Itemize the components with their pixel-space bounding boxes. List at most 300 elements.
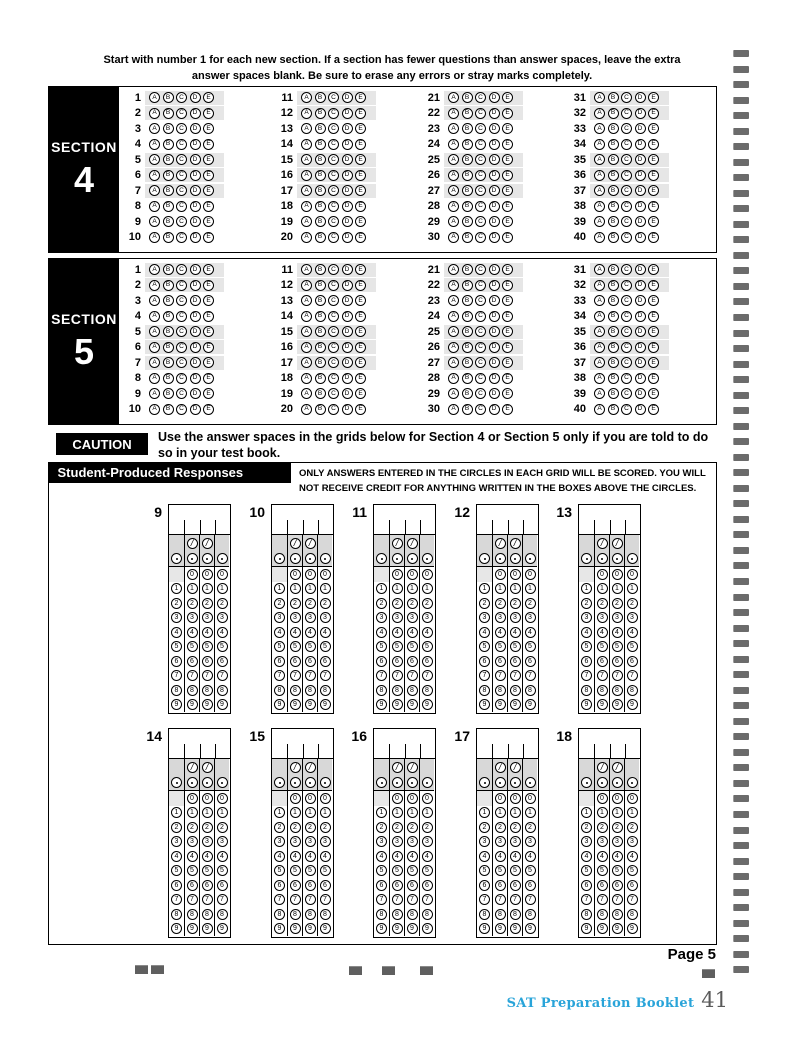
grid-bubble-4[interactable]: 4 xyxy=(171,851,182,862)
answer-bubble-C[interactable]: C xyxy=(475,139,486,150)
answer-bubble-D[interactable]: D xyxy=(635,185,646,196)
grid-bubble-9[interactable]: 9 xyxy=(495,699,506,710)
grid-bubble-9[interactable]: 9 xyxy=(510,699,521,710)
grid-bubble-4[interactable]: 4 xyxy=(202,851,213,862)
answer-bubble-D[interactable]: D xyxy=(489,357,500,368)
grid-bubble-1[interactable]: 1 xyxy=(510,807,521,818)
grid-bubble-4[interactable]: 4 xyxy=(627,627,638,638)
decimal-bubble[interactable] xyxy=(510,777,521,788)
answer-bubble-A[interactable]: A xyxy=(594,280,605,291)
grid-bubble-7[interactable]: 7 xyxy=(422,670,433,681)
decimal-bubble[interactable] xyxy=(376,777,387,788)
answer-bubble-C[interactable]: C xyxy=(176,92,187,103)
answer-bubble-D[interactable]: D xyxy=(489,92,500,103)
grid-bubble-8[interactable]: 8 xyxy=(305,909,316,920)
answer-bubble-A[interactable]: A xyxy=(149,154,160,165)
answer-bubble-B[interactable]: B xyxy=(462,108,473,119)
decimal-bubble[interactable] xyxy=(627,777,638,788)
fraction-bubble[interactable]: / xyxy=(597,762,608,773)
answer-bubble-B[interactable]: B xyxy=(315,201,326,212)
answer-bubble-B[interactable]: B xyxy=(315,295,326,306)
grid-bubble-2[interactable]: 2 xyxy=(495,822,506,833)
decimal-bubble[interactable] xyxy=(392,553,403,564)
answer-bubble-B[interactable]: B xyxy=(462,154,473,165)
answer-bubble-C[interactable]: C xyxy=(621,404,632,415)
grid-bubble-9[interactable]: 9 xyxy=(627,923,638,934)
grid-bubble-9[interactable]: 9 xyxy=(187,923,198,934)
decimal-bubble[interactable] xyxy=(495,553,506,564)
answer-bubble-E[interactable]: E xyxy=(355,170,366,181)
grid-bubble-6[interactable]: 6 xyxy=(510,656,521,667)
answer-bubble-C[interactable]: C xyxy=(621,264,632,275)
grid-bubble-4[interactable]: 4 xyxy=(525,627,536,638)
grid-bubble-8[interactable]: 8 xyxy=(217,909,228,920)
grid-bubble-1[interactable]: 1 xyxy=(597,807,608,818)
grid-bubble-3[interactable]: 3 xyxy=(612,836,623,847)
answer-bubble-D[interactable]: D xyxy=(489,123,500,134)
grid-bubble-7[interactable]: 7 xyxy=(479,894,490,905)
grid-bubble-8[interactable]: 8 xyxy=(407,685,418,696)
grid-bubble-1[interactable]: 1 xyxy=(217,807,228,818)
grid-bubble-0[interactable]: 0 xyxy=(202,793,213,804)
grid-bubble-7[interactable]: 7 xyxy=(187,670,198,681)
answer-bubble-B[interactable]: B xyxy=(163,139,174,150)
answer-bubble-D[interactable]: D xyxy=(342,280,353,291)
answer-bubble-C[interactable]: C xyxy=(176,139,187,150)
answer-bubble-C[interactable]: C xyxy=(328,326,339,337)
answer-bubble-A[interactable]: A xyxy=(149,216,160,227)
answer-bubble-A[interactable]: A xyxy=(149,185,160,196)
answer-bubble-C[interactable]: C xyxy=(621,311,632,322)
grid-bubble-3[interactable]: 3 xyxy=(581,836,592,847)
answer-bubble-C[interactable]: C xyxy=(475,342,486,353)
answer-bubble-A[interactable]: A xyxy=(149,139,160,150)
answer-bubble-B[interactable]: B xyxy=(163,357,174,368)
grid-bubble-6[interactable]: 6 xyxy=(407,656,418,667)
fraction-bubble[interactable]: / xyxy=(510,762,521,773)
grid-bubble-5[interactable]: 5 xyxy=(217,641,228,652)
answer-bubble-B[interactable]: B xyxy=(315,170,326,181)
grid-bubble-2[interactable]: 2 xyxy=(392,822,403,833)
answer-bubble-B[interactable]: B xyxy=(608,154,619,165)
answer-bubble-C[interactable]: C xyxy=(176,201,187,212)
grid-bubble-2[interactable]: 2 xyxy=(171,598,182,609)
answer-bubble-B[interactable]: B xyxy=(608,185,619,196)
answer-bubble-A[interactable]: A xyxy=(448,388,459,399)
grid-bubble-4[interactable]: 4 xyxy=(581,851,592,862)
grid-bubble-0[interactable]: 0 xyxy=(407,793,418,804)
grid-bubble-4[interactable]: 4 xyxy=(305,627,316,638)
answer-bubble-C[interactable]: C xyxy=(176,154,187,165)
answer-bubble-C[interactable]: C xyxy=(475,373,486,384)
answer-bubble-D[interactable]: D xyxy=(190,170,201,181)
grid-bubble-2[interactable]: 2 xyxy=(479,598,490,609)
grid-bubble-5[interactable]: 5 xyxy=(320,865,331,876)
grid-bubble-2[interactable]: 2 xyxy=(187,598,198,609)
grid-bubble-3[interactable]: 3 xyxy=(171,612,182,623)
answer-bubble-C[interactable]: C xyxy=(176,264,187,275)
answer-bubble-C[interactable]: C xyxy=(475,185,486,196)
answer-bubble-E[interactable]: E xyxy=(648,154,659,165)
grid-bubble-1[interactable]: 1 xyxy=(305,583,316,594)
grid-bubble-5[interactable]: 5 xyxy=(495,865,506,876)
grid-bubble-9[interactable]: 9 xyxy=(305,699,316,710)
grid-bubble-9[interactable]: 9 xyxy=(525,923,536,934)
grid-bubble-8[interactable]: 8 xyxy=(612,685,623,696)
grid-bubble-7[interactable]: 7 xyxy=(202,894,213,905)
grid-bubble-4[interactable]: 4 xyxy=(376,627,387,638)
answer-bubble-B[interactable]: B xyxy=(163,280,174,291)
answer-bubble-A[interactable]: A xyxy=(594,264,605,275)
answer-bubble-B[interactable]: B xyxy=(462,170,473,181)
grid-bubble-7[interactable]: 7 xyxy=(217,894,228,905)
answer-bubble-D[interactable]: D xyxy=(489,388,500,399)
grid-bubble-4[interactable]: 4 xyxy=(217,627,228,638)
answer-bubble-B[interactable]: B xyxy=(462,311,473,322)
grid-bubble-4[interactable]: 4 xyxy=(376,851,387,862)
answer-bubble-A[interactable]: A xyxy=(594,342,605,353)
grid-bubble-5[interactable]: 5 xyxy=(510,865,521,876)
answer-bubble-E[interactable]: E xyxy=(203,216,214,227)
answer-bubble-A[interactable]: A xyxy=(594,404,605,415)
answer-bubble-E[interactable]: E xyxy=(203,92,214,103)
answer-bubble-D[interactable]: D xyxy=(190,185,201,196)
decimal-bubble[interactable] xyxy=(392,777,403,788)
answer-bubble-A[interactable]: A xyxy=(149,280,160,291)
answer-bubble-C[interactable]: C xyxy=(621,170,632,181)
answer-bubble-E[interactable]: E xyxy=(502,280,513,291)
grid-bubble-7[interactable]: 7 xyxy=(581,894,592,905)
decimal-bubble[interactable] xyxy=(525,553,536,564)
answer-bubble-A[interactable]: A xyxy=(301,232,312,243)
answer-bubble-B[interactable]: B xyxy=(315,280,326,291)
answer-bubble-C[interactable]: C xyxy=(621,201,632,212)
answer-bubble-E[interactable]: E xyxy=(355,108,366,119)
fraction-bubble[interactable]: / xyxy=(612,538,623,549)
answer-bubble-E[interactable]: E xyxy=(648,123,659,134)
answer-bubble-B[interactable]: B xyxy=(315,326,326,337)
grid-bubble-3[interactable]: 3 xyxy=(525,612,536,623)
answer-bubble-E[interactable]: E xyxy=(355,404,366,415)
answer-bubble-B[interactable]: B xyxy=(163,185,174,196)
answer-bubble-A[interactable]: A xyxy=(448,264,459,275)
grid-bubble-0[interactable]: 0 xyxy=(187,793,198,804)
answer-bubble-B[interactable]: B xyxy=(608,342,619,353)
answer-bubble-C[interactable]: C xyxy=(328,357,339,368)
grid-bubble-5[interactable]: 5 xyxy=(612,641,623,652)
answer-bubble-C[interactable]: C xyxy=(328,170,339,181)
grid-bubble-1[interactable]: 1 xyxy=(376,807,387,818)
answer-bubble-C[interactable]: C xyxy=(475,216,486,227)
answer-bubble-C[interactable]: C xyxy=(621,139,632,150)
answer-bubble-E[interactable]: E xyxy=(203,357,214,368)
answer-bubble-D[interactable]: D xyxy=(190,357,201,368)
grid-bubble-0[interactable]: 0 xyxy=(597,793,608,804)
grid-bubble-4[interactable]: 4 xyxy=(274,627,285,638)
answer-bubble-E[interactable]: E xyxy=(648,232,659,243)
answer-bubble-A[interactable]: A xyxy=(448,342,459,353)
grid-bubble-1[interactable]: 1 xyxy=(187,583,198,594)
answer-bubble-B[interactable]: B xyxy=(315,388,326,399)
grid-bubble-6[interactable]: 6 xyxy=(187,880,198,891)
answer-bubble-C[interactable]: C xyxy=(475,92,486,103)
answer-bubble-D[interactable]: D xyxy=(342,154,353,165)
grid-bubble-0[interactable]: 0 xyxy=(320,793,331,804)
grid-bubble-7[interactable]: 7 xyxy=(171,670,182,681)
answer-bubble-A[interactable]: A xyxy=(301,185,312,196)
grid-bubble-5[interactable]: 5 xyxy=(510,641,521,652)
grid-bubble-8[interactable]: 8 xyxy=(510,909,521,920)
grid-bubble-5[interactable]: 5 xyxy=(320,641,331,652)
grid-bubble-7[interactable]: 7 xyxy=(320,670,331,681)
grid-bubble-4[interactable]: 4 xyxy=(407,627,418,638)
answer-bubble-B[interactable]: B xyxy=(163,92,174,103)
answer-bubble-E[interactable]: E xyxy=(355,185,366,196)
answer-bubble-B[interactable]: B xyxy=(462,295,473,306)
grid-bubble-2[interactable]: 2 xyxy=(187,822,198,833)
grid-bubble-9[interactable]: 9 xyxy=(510,923,521,934)
grid-bubble-6[interactable]: 6 xyxy=(187,656,198,667)
answer-bubble-A[interactable]: A xyxy=(301,295,312,306)
answer-bubble-B[interactable]: B xyxy=(608,232,619,243)
grid-bubble-2[interactable]: 2 xyxy=(305,598,316,609)
grid-bubble-1[interactable]: 1 xyxy=(305,807,316,818)
grid-bubble-3[interactable]: 3 xyxy=(407,612,418,623)
grid-bubble-0[interactable]: 0 xyxy=(627,793,638,804)
answer-bubble-D[interactable]: D xyxy=(190,373,201,384)
grid-bubble-6[interactable]: 6 xyxy=(320,656,331,667)
grid-bubble-6[interactable]: 6 xyxy=(202,656,213,667)
grid-bubble-1[interactable]: 1 xyxy=(187,807,198,818)
answer-bubble-C[interactable]: C xyxy=(176,185,187,196)
grid-bubble-4[interactable]: 4 xyxy=(290,851,301,862)
grid-bubble-6[interactable]: 6 xyxy=(479,880,490,891)
answer-bubble-E[interactable]: E xyxy=(355,92,366,103)
answer-bubble-A[interactable]: A xyxy=(448,295,459,306)
answer-bubble-A[interactable]: A xyxy=(149,264,160,275)
grid-bubble-2[interactable]: 2 xyxy=(217,822,228,833)
grid-bubble-3[interactable]: 3 xyxy=(217,612,228,623)
grid-bubble-6[interactable]: 6 xyxy=(320,880,331,891)
answer-bubble-E[interactable]: E xyxy=(203,404,214,415)
grid-bubble-0[interactable]: 0 xyxy=(510,569,521,580)
grid-bubble-5[interactable]: 5 xyxy=(627,641,638,652)
answer-bubble-B[interactable]: B xyxy=(315,139,326,150)
grid-bubble-6[interactable]: 6 xyxy=(581,656,592,667)
grid-bubble-2[interactable]: 2 xyxy=(274,598,285,609)
grid-bubble-1[interactable]: 1 xyxy=(581,807,592,818)
answer-bubble-D[interactable]: D xyxy=(489,185,500,196)
answer-bubble-D[interactable]: D xyxy=(342,139,353,150)
grid-bubble-9[interactable]: 9 xyxy=(392,923,403,934)
answer-bubble-A[interactable]: A xyxy=(301,388,312,399)
answer-bubble-D[interactable]: D xyxy=(635,295,646,306)
grid-bubble-9[interactable]: 9 xyxy=(407,699,418,710)
answer-write-box[interactable] xyxy=(169,729,230,759)
grid-bubble-7[interactable]: 7 xyxy=(479,670,490,681)
answer-bubble-A[interactable]: A xyxy=(594,357,605,368)
answer-bubble-A[interactable]: A xyxy=(594,170,605,181)
answer-bubble-D[interactable]: D xyxy=(635,232,646,243)
grid-bubble-8[interactable]: 8 xyxy=(510,685,521,696)
grid-bubble-5[interactable]: 5 xyxy=(479,865,490,876)
grid-bubble-5[interactable]: 5 xyxy=(612,865,623,876)
fraction-bubble[interactable]: / xyxy=(202,762,213,773)
answer-bubble-A[interactable]: A xyxy=(301,311,312,322)
answer-bubble-B[interactable]: B xyxy=(608,201,619,212)
answer-bubble-B[interactable]: B xyxy=(462,404,473,415)
grid-bubble-1[interactable]: 1 xyxy=(407,807,418,818)
grid-bubble-5[interactable]: 5 xyxy=(187,865,198,876)
answer-bubble-B[interactable]: B xyxy=(462,232,473,243)
grid-bubble-1[interactable]: 1 xyxy=(274,807,285,818)
grid-bubble-8[interactable]: 8 xyxy=(320,685,331,696)
answer-bubble-B[interactable]: B xyxy=(163,123,174,134)
answer-bubble-D[interactable]: D xyxy=(489,373,500,384)
decimal-bubble[interactable] xyxy=(290,777,301,788)
answer-bubble-E[interactable]: E xyxy=(203,170,214,181)
answer-bubble-C[interactable]: C xyxy=(176,295,187,306)
grid-bubble-2[interactable]: 2 xyxy=(612,598,623,609)
answer-bubble-D[interactable]: D xyxy=(190,326,201,337)
grid-bubble-2[interactable]: 2 xyxy=(202,822,213,833)
decimal-bubble[interactable] xyxy=(217,553,228,564)
grid-bubble-6[interactable]: 6 xyxy=(305,880,316,891)
answer-bubble-E[interactable]: E xyxy=(648,295,659,306)
answer-bubble-E[interactable]: E xyxy=(502,170,513,181)
answer-bubble-A[interactable]: A xyxy=(594,388,605,399)
grid-bubble-5[interactable]: 5 xyxy=(392,865,403,876)
grid-bubble-7[interactable]: 7 xyxy=(202,670,213,681)
answer-bubble-A[interactable]: A xyxy=(149,92,160,103)
answer-bubble-A[interactable]: A xyxy=(301,373,312,384)
answer-bubble-D[interactable]: D xyxy=(190,280,201,291)
answer-bubble-B[interactable]: B xyxy=(315,404,326,415)
answer-bubble-E[interactable]: E xyxy=(355,123,366,134)
answer-bubble-E[interactable]: E xyxy=(502,123,513,134)
answer-bubble-D[interactable]: D xyxy=(489,404,500,415)
grid-bubble-1[interactable]: 1 xyxy=(217,583,228,594)
answer-bubble-A[interactable]: A xyxy=(594,108,605,119)
answer-bubble-A[interactable]: A xyxy=(448,373,459,384)
answer-bubble-E[interactable]: E xyxy=(203,154,214,165)
grid-bubble-0[interactable]: 0 xyxy=(597,569,608,580)
answer-write-box[interactable] xyxy=(477,729,538,759)
grid-bubble-5[interactable]: 5 xyxy=(392,641,403,652)
grid-bubble-9[interactable]: 9 xyxy=(274,699,285,710)
grid-bubble-1[interactable]: 1 xyxy=(479,807,490,818)
answer-bubble-C[interactable]: C xyxy=(621,373,632,384)
grid-bubble-7[interactable]: 7 xyxy=(305,894,316,905)
answer-bubble-B[interactable]: B xyxy=(608,123,619,134)
grid-bubble-8[interactable]: 8 xyxy=(171,685,182,696)
grid-bubble-3[interactable]: 3 xyxy=(392,612,403,623)
grid-bubble-6[interactable]: 6 xyxy=(525,880,536,891)
answer-bubble-A[interactable]: A xyxy=(149,357,160,368)
answer-bubble-C[interactable]: C xyxy=(475,326,486,337)
grid-bubble-0[interactable]: 0 xyxy=(422,569,433,580)
answer-bubble-D[interactable]: D xyxy=(190,264,201,275)
grid-bubble-1[interactable]: 1 xyxy=(525,807,536,818)
answer-bubble-A[interactable]: A xyxy=(594,123,605,134)
answer-bubble-A[interactable]: A xyxy=(301,342,312,353)
grid-bubble-7[interactable]: 7 xyxy=(581,670,592,681)
answer-bubble-A[interactable]: A xyxy=(301,201,312,212)
answer-bubble-A[interactable]: A xyxy=(301,123,312,134)
answer-bubble-B[interactable]: B xyxy=(163,170,174,181)
answer-bubble-A[interactable]: A xyxy=(301,108,312,119)
grid-bubble-1[interactable]: 1 xyxy=(320,807,331,818)
answer-bubble-C[interactable]: C xyxy=(621,154,632,165)
grid-bubble-5[interactable]: 5 xyxy=(376,865,387,876)
grid-bubble-7[interactable]: 7 xyxy=(171,894,182,905)
answer-bubble-A[interactable]: A xyxy=(149,342,160,353)
answer-bubble-C[interactable]: C xyxy=(621,123,632,134)
answer-bubble-A[interactable]: A xyxy=(301,216,312,227)
answer-bubble-A[interactable]: A xyxy=(448,280,459,291)
answer-bubble-C[interactable]: C xyxy=(621,357,632,368)
grid-bubble-5[interactable]: 5 xyxy=(581,865,592,876)
grid-bubble-8[interactable]: 8 xyxy=(479,909,490,920)
grid-bubble-0[interactable]: 0 xyxy=(495,569,506,580)
answer-bubble-D[interactable]: D xyxy=(489,216,500,227)
grid-bubble-7[interactable]: 7 xyxy=(407,894,418,905)
answer-bubble-D[interactable]: D xyxy=(190,92,201,103)
answer-bubble-E[interactable]: E xyxy=(203,123,214,134)
answer-bubble-B[interactable]: B xyxy=(608,311,619,322)
answer-bubble-C[interactable]: C xyxy=(475,232,486,243)
grid-bubble-7[interactable]: 7 xyxy=(627,670,638,681)
grid-bubble-4[interactable]: 4 xyxy=(305,851,316,862)
grid-bubble-7[interactable]: 7 xyxy=(407,670,418,681)
grid-bubble-8[interactable]: 8 xyxy=(597,909,608,920)
grid-bubble-4[interactable]: 4 xyxy=(479,627,490,638)
answer-bubble-A[interactable]: A xyxy=(594,311,605,322)
answer-bubble-C[interactable]: C xyxy=(475,388,486,399)
answer-bubble-D[interactable]: D xyxy=(635,139,646,150)
answer-bubble-C[interactable]: C xyxy=(328,216,339,227)
grid-bubble-9[interactable]: 9 xyxy=(217,923,228,934)
answer-bubble-D[interactable]: D xyxy=(342,311,353,322)
grid-bubble-5[interactable]: 5 xyxy=(290,865,301,876)
answer-bubble-C[interactable]: C xyxy=(176,342,187,353)
answer-bubble-D[interactable]: D xyxy=(489,201,500,212)
answer-bubble-A[interactable]: A xyxy=(149,123,160,134)
grid-bubble-1[interactable]: 1 xyxy=(320,583,331,594)
grid-bubble-9[interactable]: 9 xyxy=(479,699,490,710)
answer-bubble-A[interactable]: A xyxy=(149,295,160,306)
answer-bubble-C[interactable]: C xyxy=(475,280,486,291)
grid-bubble-7[interactable]: 7 xyxy=(274,670,285,681)
answer-write-box[interactable] xyxy=(579,505,640,535)
answer-bubble-D[interactable]: D xyxy=(342,108,353,119)
grid-bubble-0[interactable]: 0 xyxy=(510,793,521,804)
grid-bubble-9[interactable]: 9 xyxy=(627,699,638,710)
answer-bubble-B[interactable]: B xyxy=(608,108,619,119)
answer-bubble-E[interactable]: E xyxy=(502,342,513,353)
answer-bubble-D[interactable]: D xyxy=(190,388,201,399)
answer-bubble-C[interactable]: C xyxy=(328,373,339,384)
fraction-bubble[interactable]: / xyxy=(597,538,608,549)
answer-bubble-E[interactable]: E xyxy=(648,342,659,353)
answer-bubble-C[interactable]: C xyxy=(328,92,339,103)
grid-bubble-1[interactable]: 1 xyxy=(392,807,403,818)
answer-bubble-E[interactable]: E xyxy=(502,264,513,275)
answer-bubble-C[interactable]: C xyxy=(621,232,632,243)
grid-bubble-3[interactable]: 3 xyxy=(202,836,213,847)
grid-bubble-2[interactable]: 2 xyxy=(627,598,638,609)
grid-bubble-7[interactable]: 7 xyxy=(274,894,285,905)
